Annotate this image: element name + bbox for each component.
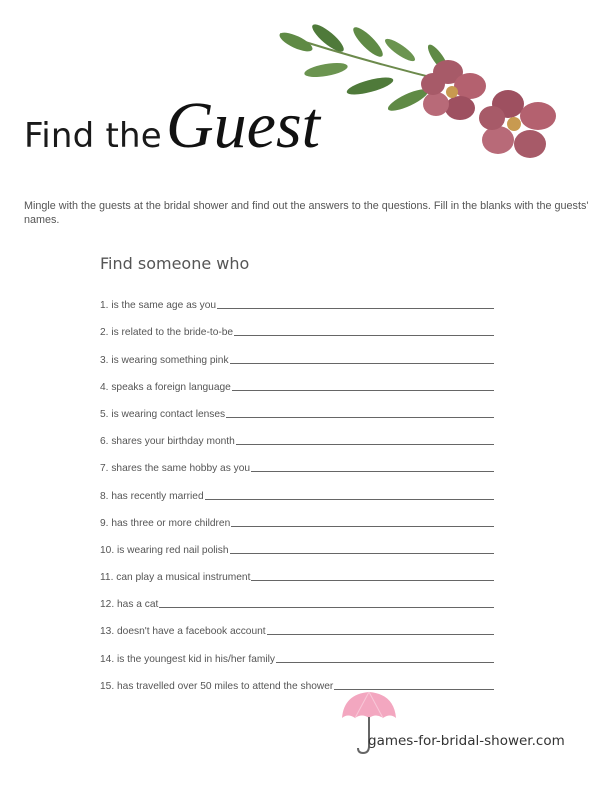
question-text: 8. has recently married <box>100 490 204 502</box>
question-item <box>100 447 494 474</box>
question-item <box>100 338 494 365</box>
question-item <box>100 284 494 311</box>
question-item <box>100 665 494 692</box>
title-prefix: Find the <box>24 116 162 156</box>
question-item <box>100 393 494 420</box>
question-item <box>100 366 494 393</box>
question-text: 1. is the same age as you <box>100 300 217 312</box>
question-item <box>100 529 494 556</box>
answer-blank[interactable] <box>251 580 494 581</box>
answer-blank[interactable] <box>251 471 494 472</box>
question-text: 5. is wearing contact lenses <box>100 408 226 420</box>
section-heading: Find someone who <box>100 254 250 273</box>
question-text: 11. can play a musical instrument <box>100 572 251 584</box>
question-list <box>100 284 494 692</box>
question-item <box>100 637 494 664</box>
answer-blank[interactable] <box>205 499 494 500</box>
answer-blank[interactable] <box>267 634 494 635</box>
answer-blank[interactable] <box>232 390 494 391</box>
instructions: Mingle with the guests at the bridal shower and find out the answers to the questions. Fill in the blanks with the guests' names. <box>24 200 589 226</box>
question-text: 9. has three or more children <box>100 517 231 529</box>
question-text: 3. is wearing something pink <box>100 354 229 366</box>
question-item <box>100 311 494 338</box>
answer-blank[interactable] <box>217 308 494 309</box>
answer-blank[interactable] <box>234 335 494 336</box>
question-text: 15. has travelled over 50 miles to attend the shower <box>100 680 334 692</box>
website-link[interactable]: games-for-bridal-shower.com <box>368 733 565 749</box>
question-text: 2. is related to the bride-to-be <box>100 327 234 339</box>
answer-blank[interactable] <box>226 417 494 418</box>
question-text: 13. doesn't have a facebook account <box>100 626 266 638</box>
answer-blank[interactable] <box>236 444 494 445</box>
question-item <box>100 474 494 501</box>
question-text: 14. is the youngest kid in his/her family <box>100 653 275 665</box>
flower-icon <box>479 90 556 158</box>
flower-icon <box>421 60 486 120</box>
answer-blank[interactable] <box>159 607 494 608</box>
question-item <box>100 583 494 610</box>
question-item <box>100 420 494 447</box>
question-text: 10. is wearing red nail polish <box>100 544 229 556</box>
question-text: 12. has a cat <box>100 599 159 611</box>
question-item <box>100 556 494 583</box>
answer-blank[interactable] <box>276 662 494 663</box>
question-text: 7. shares the same hobby as you <box>100 463 251 475</box>
question-text: 6. shares your birthday month <box>100 436 235 448</box>
question-item <box>100 502 494 529</box>
answer-blank[interactable] <box>231 526 494 527</box>
title-script-word: Guest <box>166 89 320 162</box>
answer-blank[interactable] <box>230 363 494 364</box>
answer-blank[interactable] <box>230 553 494 554</box>
question-text: 4. speaks a foreign language <box>100 381 231 393</box>
question-item <box>100 610 494 637</box>
